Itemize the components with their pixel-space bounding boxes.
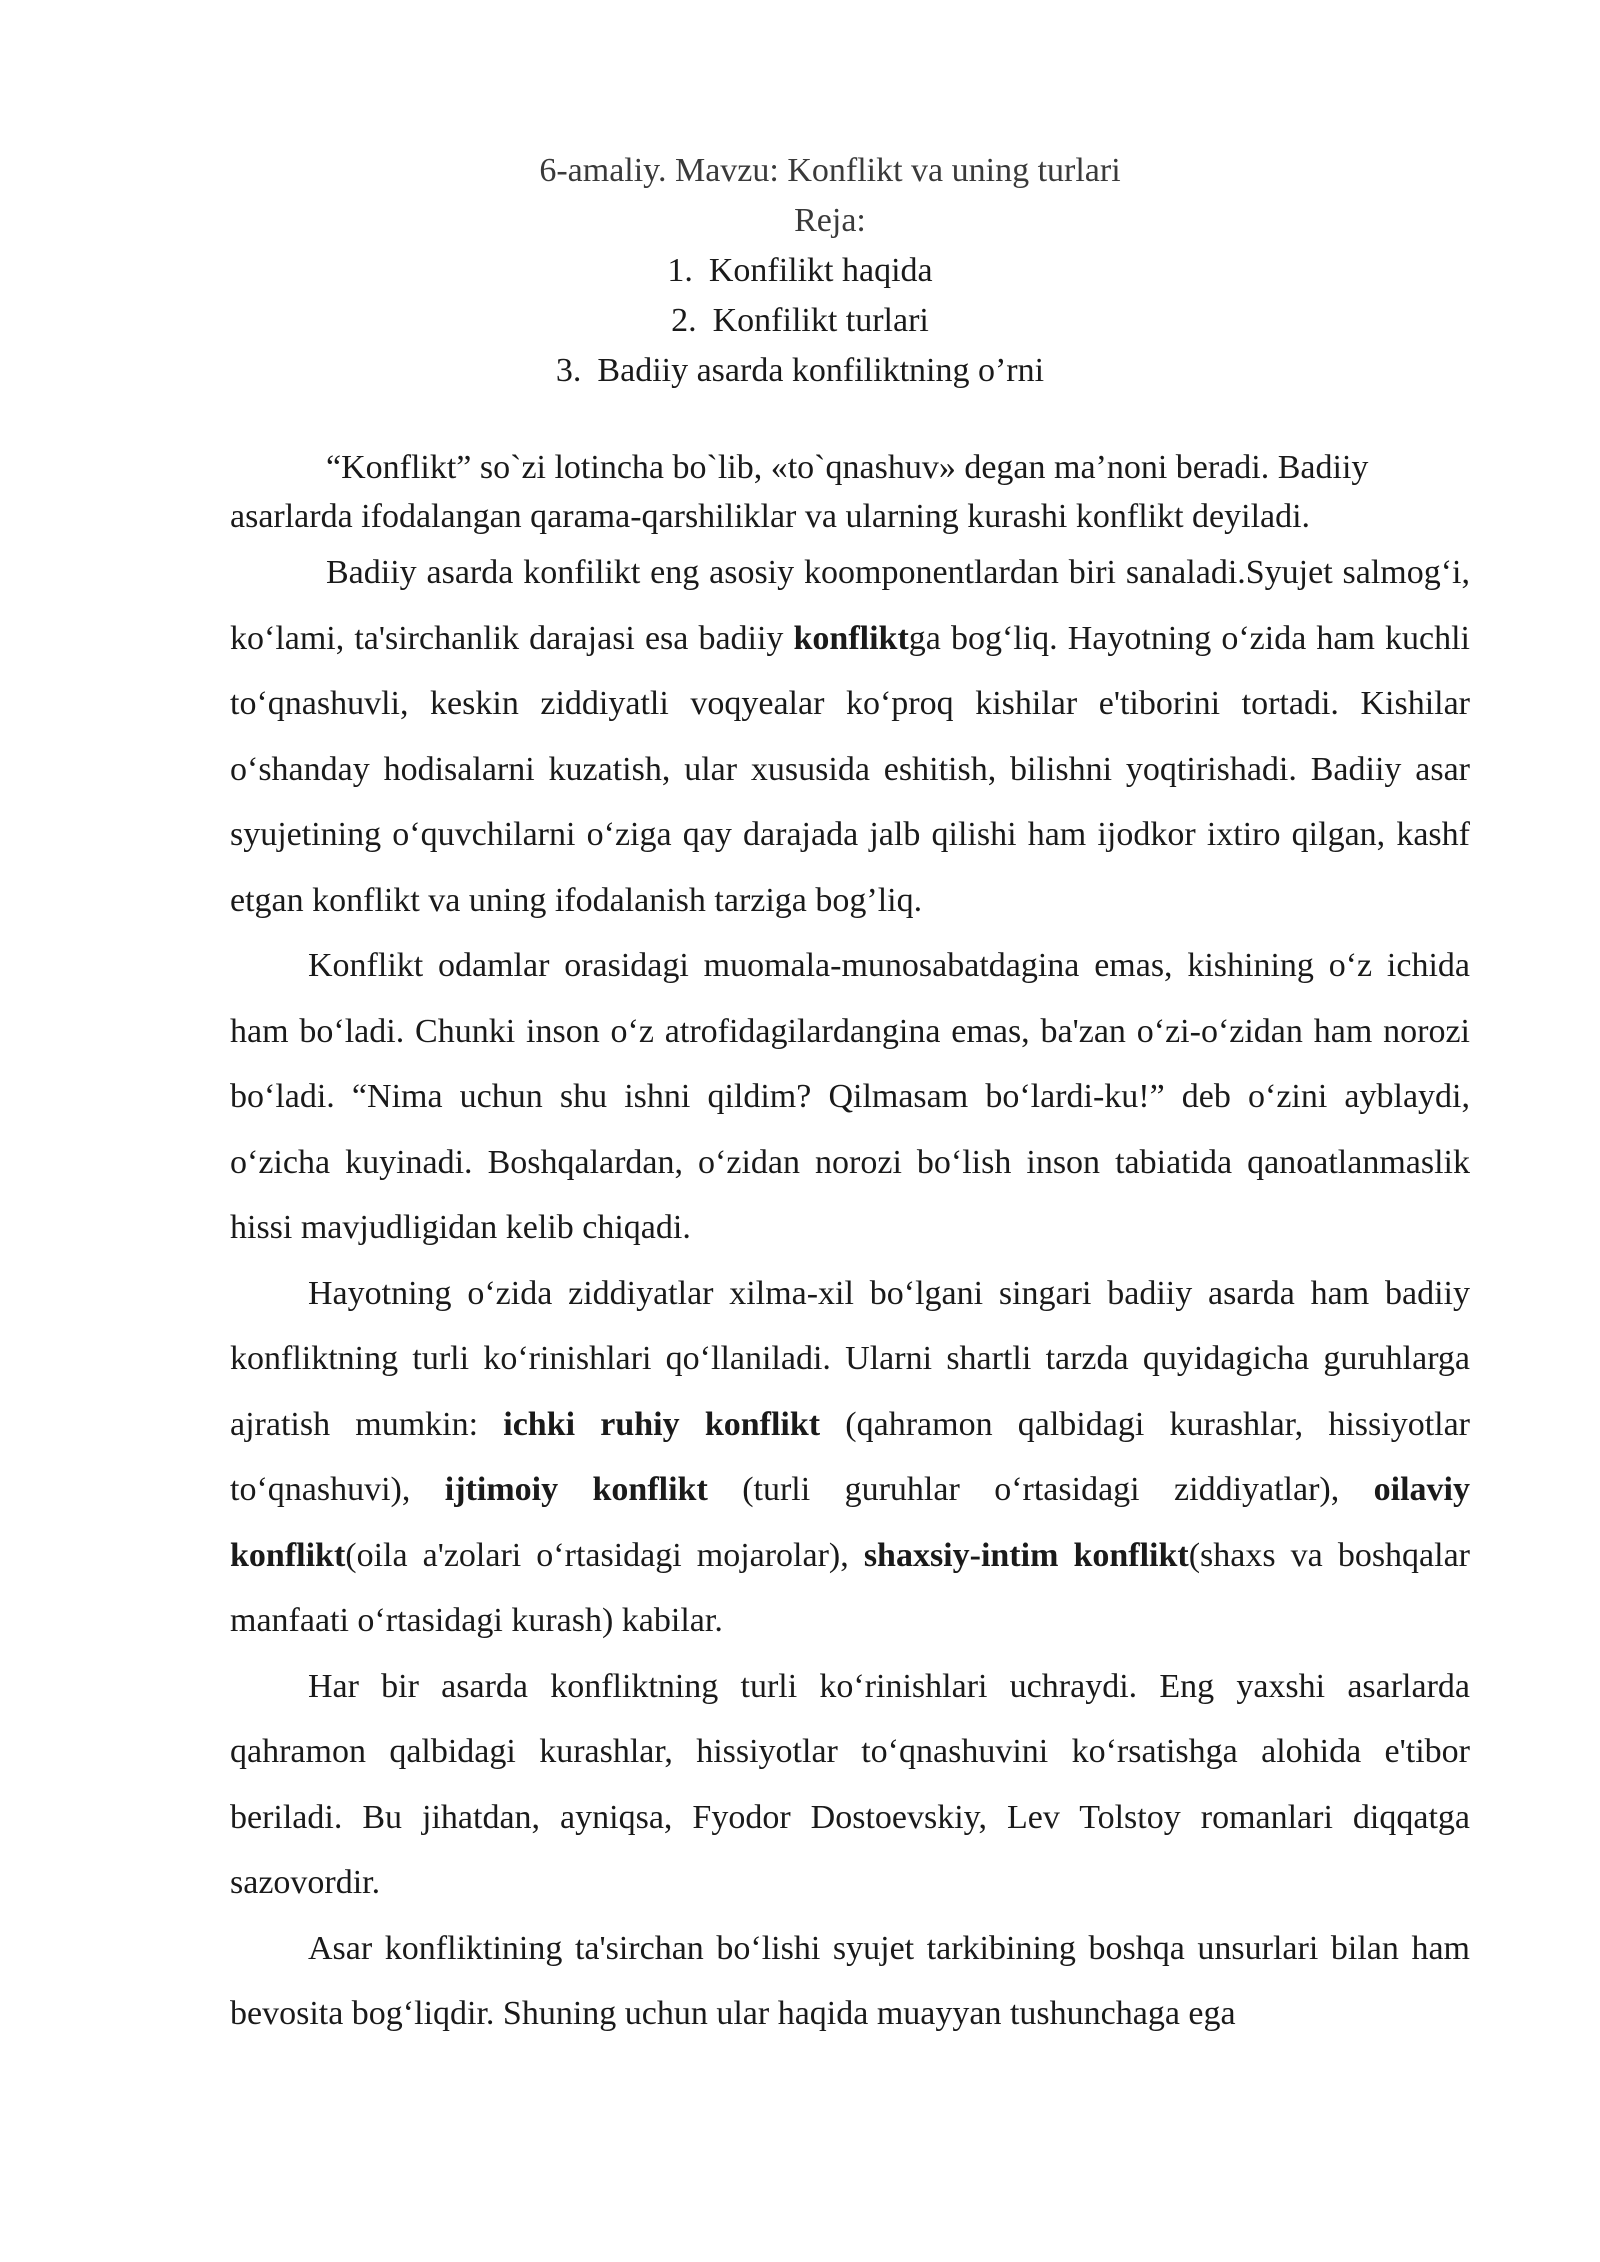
paragraph-text: Asar konfliktining ta'sirchan bo‘lishi syujet tarkibining boshqa unsurlari bilan ham bevosita bog‘liqdir. Shuning uchun ular haqida muayyan tushunchaga ega bbox=[230, 1929, 1470, 2032]
bold-term: shaxsiy-intim konflikt bbox=[863, 1536, 1189, 1574]
bold-term: ijtimoiy konflikt bbox=[444, 1471, 708, 1508]
plan-item bbox=[0, 346, 1600, 396]
intro-text: “Konflikt” so`zi lotincha bo`lib, «to`qnashuv» degan ma’noni beradi. Badiiy asarlarda ifodalangan qarama-qarshiliklar va ularning kurashi konflikt deyiladi. bbox=[230, 449, 1369, 535]
paragraph-text: (shaxs va boshqalar manfaati o‘rtasidagi kurash) kabilar. bbox=[230, 1536, 1470, 1639]
plan-item bbox=[0, 246, 1600, 296]
body-paragraph-4 bbox=[230, 1654, 1470, 1916]
paragraph-text: ga bog‘liq. Hayotning o‘zida ham kuchli to‘qnashuvli, keskin ziddiyatli voqyealar ko‘proq kishilar e'tiborini tortadi. Kishilar o‘shanday hodisalarni kuzatish, ular xususida eshitish, bilishni yoqtirishadi. Badiiy asar syujetining o‘quvchilarni o‘ziga qay darajada jalb qilishi ham ijodkor ixtiro qilgan, kashf etgan konflikt va uning ifodalanish tarziga bog’liq. bbox=[230, 619, 1470, 919]
paragraph-text: Konflikt odamlar orasidagi muomala-munosabatdagina emas, kishining o‘z ichida ham bo‘ladi. Chunki inson o‘z atrofidagilardangina emas, ba'zan o‘zi-o‘zidan ham norozi bo‘ladi. “Nima uchun shu ishni qildim? Qilmasam bo‘lardi-ku!” deb o‘zini ayblaydi, o‘zicha kuyinadi. Boshqalardan, o‘zidan norozi bo‘lish inson tabiatida qanoatlanmaslik hissi mavjudligidan kelib chiqadi. bbox=[230, 947, 1470, 1246]
page-title: 6-amaliy. Mavzu: Konflikt va uning turlari bbox=[539, 152, 1121, 189]
plan-item bbox=[0, 296, 1600, 346]
paragraph-text: Badiiy asarda konfilikt eng asosiy koomponentlardan biri sanaladi.Syujet salmog‘i, ko‘lami, ta'sirchanlik darajasi esa badiiy bbox=[230, 554, 1470, 657]
plan-item-text: Konfilikt haqida bbox=[708, 252, 933, 289]
plan-item-text: Badiiy asarda konfiliktning o’rni bbox=[597, 352, 1045, 389]
paragraph-text: (qahramon qalbidagi kurashlar, hissiyotlar to‘qnashuvi), bbox=[230, 1405, 1470, 1508]
plan-item-number: 3. bbox=[555, 352, 582, 389]
plan-item-number: 2. bbox=[671, 302, 697, 339]
plan-list bbox=[0, 246, 1600, 396]
body-paragraph-2 bbox=[230, 933, 1470, 1261]
body-paragraph-1 bbox=[230, 540, 1470, 933]
plan-item-text: Konfilikt turlari bbox=[712, 302, 929, 339]
bold-term: konflikt bbox=[793, 619, 909, 657]
paragraph-text: (oila a'zolari o‘rtasidagi mojarolar), bbox=[345, 1536, 864, 1574]
paragraph-text: (turli guruhlar o‘rtasidagi ziddiyatlar), bbox=[707, 1471, 1374, 1508]
plan-label: Reja: bbox=[794, 202, 866, 239]
paragraph-text: Hayotning o‘zida ziddiyatlar xilma-xil bo‘lgani singari badiiy asarda ham badiiy konfliktning turli ko‘rinishlari qo‘llaniladi. Ularni shartli tarzda quyidagicha guruhlarga ajratish mumkin: bbox=[230, 1274, 1470, 1443]
bold-term: oilaviy konflikt bbox=[230, 1471, 1470, 1574]
intro-paragraph bbox=[230, 443, 1470, 541]
plan-item-number: 1. bbox=[667, 252, 693, 289]
document-heading bbox=[0, 146, 1600, 396]
paragraph-text: Har bir asarda konfliktning turli ko‘rinishlari uchraydi. Eng yaxshi asarlarda qahramon qalbidagi kurashlar, hissiyotlar to‘qnashuvini ko‘rsatishga alohida e'tibor beriladi. Bu jihatdan, ayniqsa, Fyodor Dostoevskiy, Lev Tolstoy romanlari diqqatga sazovordir. bbox=[230, 1667, 1470, 1901]
body-paragraph-5 bbox=[230, 1916, 1470, 2047]
document-body bbox=[230, 540, 1470, 2047]
body-paragraph-3 bbox=[230, 1261, 1470, 1654]
bold-term: ichki ruhiy konflikt bbox=[503, 1405, 821, 1443]
